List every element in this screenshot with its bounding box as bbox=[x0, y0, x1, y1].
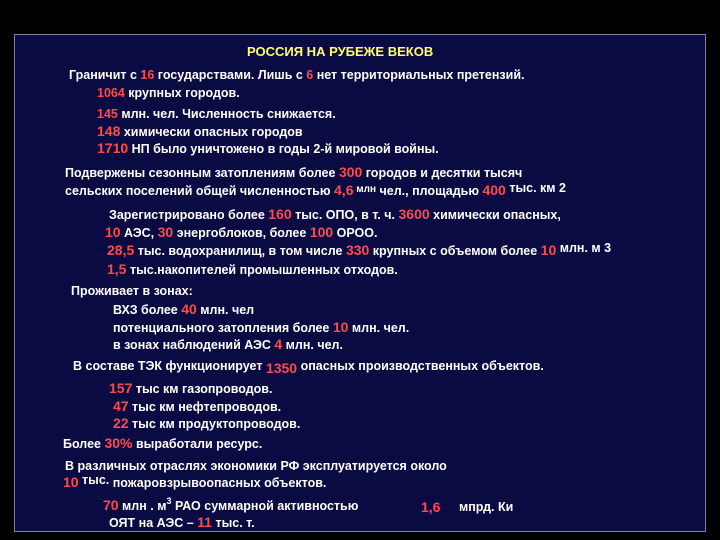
line-waste-storage: 1,5 тыс.накопителей промышленных отходов. bbox=[107, 261, 398, 277]
line-zone-flood: потенциального затопления более 10 млн. чел. bbox=[113, 319, 410, 335]
value-zone-vhz: 40 bbox=[181, 301, 197, 317]
value-reservoir-volume: 10 bbox=[540, 242, 557, 258]
line-rao-unit: мпрд. Ки bbox=[459, 500, 514, 514]
line-opo: Зарегистрировано более 160 тыс. ОПО, в т. ч. 3600 химически опасных, bbox=[109, 206, 561, 222]
value-fire-objects: 10 bbox=[63, 474, 79, 490]
value-no-claims-states: 6 bbox=[306, 68, 314, 82]
value-oil-pipelines: 47 bbox=[113, 398, 129, 414]
line-nuclear: 10 АЭС, 30 энергоблоков, более 100 ОРОО. bbox=[105, 224, 378, 240]
line-oil-pipelines: 47 тыс км нефтепроводов. bbox=[113, 398, 282, 414]
line-flooding-1: Подвержены сезонным затоплениям более 300 городов и десятки тысяч bbox=[65, 164, 523, 180]
value-chemical-opo: 3600 bbox=[398, 206, 430, 222]
value-resource-worn: 30% bbox=[104, 435, 133, 451]
value-destroyed-settlements: 1710 bbox=[97, 140, 129, 156]
value-tek-objects: 1350 bbox=[265, 360, 298, 376]
value-chemical-cities: 148 bbox=[97, 123, 121, 139]
line-destroyed-settlements: 1710 НП было уничтожено в годы 2-й мировой войны. bbox=[97, 140, 439, 156]
slide-panel bbox=[14, 34, 706, 532]
line-tek: В составе ТЭК функционирует 1350 опасных производственных объектов. bbox=[73, 359, 544, 376]
value-population: 145 bbox=[97, 107, 118, 121]
line-rao: 70 млн . $м^3$ РАО суммарной активностью bbox=[103, 496, 359, 513]
line-economy: В различных отраслях экономики РФ эксплуатируется около bbox=[65, 459, 447, 473]
value-reservoirs: 28,5 bbox=[107, 242, 135, 258]
line-gas-pipelines: 157 тыс км газопроводов. bbox=[109, 380, 273, 396]
line-zones-header: Проживает в зонах: bbox=[71, 284, 193, 298]
line-population: 145 млн. чел. Численность снижается. bbox=[97, 107, 336, 121]
line-chemical-cities: 148 химически опасных городов bbox=[97, 123, 303, 139]
line-borders: Граничит с 16 государствами. Лишь с 6 нет территориальных претензий. bbox=[69, 68, 525, 82]
value-gas-pipelines: 157 bbox=[109, 380, 133, 396]
value-rao-volume: 70 bbox=[103, 497, 119, 513]
line-snf: ОЯТ на АЭС – 11 тыс. т. bbox=[109, 514, 255, 530]
line-reservoirs: 28,5 тыс. водохранилищ, в том числе 330 крупных с объемом более 10 млн. м 3 bbox=[107, 241, 612, 258]
slide-title bbox=[247, 44, 433, 59]
slide-title-text: РОССИЯ НА РУБЕЖЕ ВЕКОВ bbox=[247, 44, 434, 59]
value-waste-storage: 1,5 bbox=[107, 261, 127, 277]
value-flood-cities: 300 bbox=[338, 164, 363, 180]
value-zone-flood: 10 bbox=[332, 319, 349, 335]
line-fire-objects: 10 тыс. пожаровзрывоопасных объектов. bbox=[63, 473, 327, 490]
line-large-cities: 1064 крупных городов. bbox=[97, 86, 240, 100]
value-rao-activity: 1,6 bbox=[421, 499, 441, 515]
line-rao-activity bbox=[421, 500, 440, 516]
value-snf: 11 bbox=[197, 514, 212, 530]
value-neighbor-states: 16 bbox=[140, 68, 155, 82]
value-npp: 10 bbox=[105, 224, 121, 240]
value-large-reservoirs: 330 bbox=[345, 242, 370, 258]
line-flooding-2: сельских поселений общей численностью 4,6 $^{млн}$ чел., площадью 400 тыс. км 2 bbox=[65, 181, 566, 198]
value-flood-area: 400 bbox=[482, 182, 506, 198]
value-flood-population: 4,6 bbox=[334, 182, 354, 198]
value-opo: 160 bbox=[268, 206, 292, 222]
value-power-units: 30 bbox=[157, 224, 174, 240]
value-product-pipelines: 22 bbox=[113, 415, 129, 431]
line-zone-vhz: ВХЗ более 40 млн. чел bbox=[113, 301, 255, 317]
value-oroo: 100 bbox=[309, 224, 334, 240]
value-zone-npp: 4 bbox=[274, 336, 283, 352]
value-large-cities: 1064 bbox=[97, 86, 125, 100]
line-product-pipelines: 22 тыс км продуктопроводов. bbox=[113, 415, 301, 431]
line-zone-npp: в зонах наблюдений АЭС 4 млн. чел. bbox=[113, 336, 343, 352]
line-resource-worn: Более 30% выработали ресурс. bbox=[63, 435, 263, 451]
